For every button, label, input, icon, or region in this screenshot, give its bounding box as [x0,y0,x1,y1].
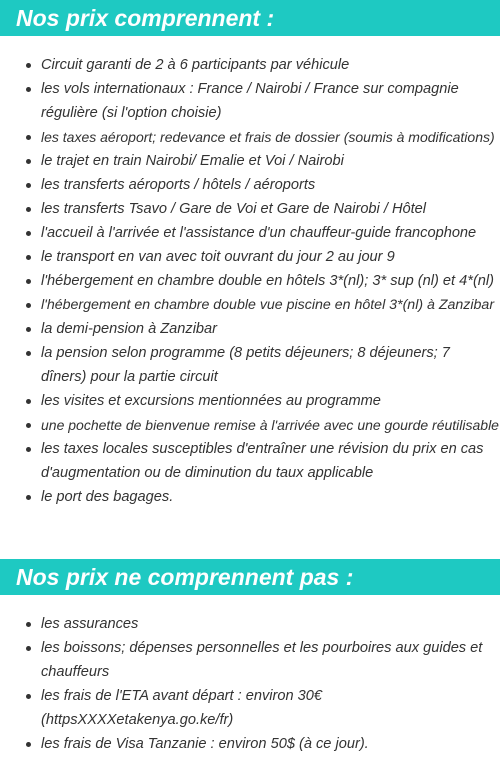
list-item: les taxes aéroport; redevance et frais de dossier (soumis à modifications) [0,125,500,149]
list-item: l'hébergement en chambre double en hôtels 3*(nl); 3* sup (nl) et 4*(nl) [0,269,500,293]
list-item: l'accueil à l'arrivée et l'assistance d'un chauffeur-guide francophone [0,221,500,245]
section-header-excluded: Nos prix ne comprennent pas : [0,559,500,595]
list-item: les taxes locales susceptibles d'entraîner une révision du prix en cas d'augmentation ou de diminution du taux applicable [0,437,500,485]
excluded-list [0,612,500,756]
list-item: le trajet en train Nairobi/ Emalie et Voi / Nairobi [0,149,500,173]
list-item: les vols internationaux : France / Nairobi / France sur compagnie régulière (si l'option choisie) [0,77,500,125]
section-excluded [0,559,500,756]
list-item: les transferts aéroports / hôtels / aéroports [0,173,500,197]
list-item: les assurances [0,612,500,636]
list-item: les visites et excursions mentionnées au programme [0,389,500,413]
list-item: les boissons; dépenses personnelles et les pourboires aux guides et chauffeurs [0,636,500,684]
included-list [0,53,500,509]
list-item: les frais de l'ETA avant départ : environ 30€ (httpsXXXXetakenya.go.ke/fr) [0,684,500,732]
list-item: les frais de Visa Tanzanie : environ 50$ (à ce jour). [0,732,500,756]
list-item: le transport en van avec toit ouvrant du jour 2 au jour 9 [0,245,500,269]
list-item: l'hébergement en chambre double vue piscine en hôtel 3*(nl) à Zanzibar [0,293,500,317]
list-item: la demi-pension à Zanzibar [0,317,500,341]
list-item: Circuit garanti de 2 à 6 participants par véhicule [0,53,500,77]
section-header-included: Nos prix comprennent : [0,0,500,36]
list-item: une pochette de bienvenue remise à l'arrivée avec une gourde réutilisable [0,413,500,437]
list-item: les transferts Tsavo / Gare de Voi et Gare de Nairobi / Hôtel [0,197,500,221]
list-item: la pension selon programme (8 petits déjeuners; 8 déjeuners; 7 dîners) pour la partie circuit [0,341,500,389]
list-item: le port des bagages. [0,485,500,509]
